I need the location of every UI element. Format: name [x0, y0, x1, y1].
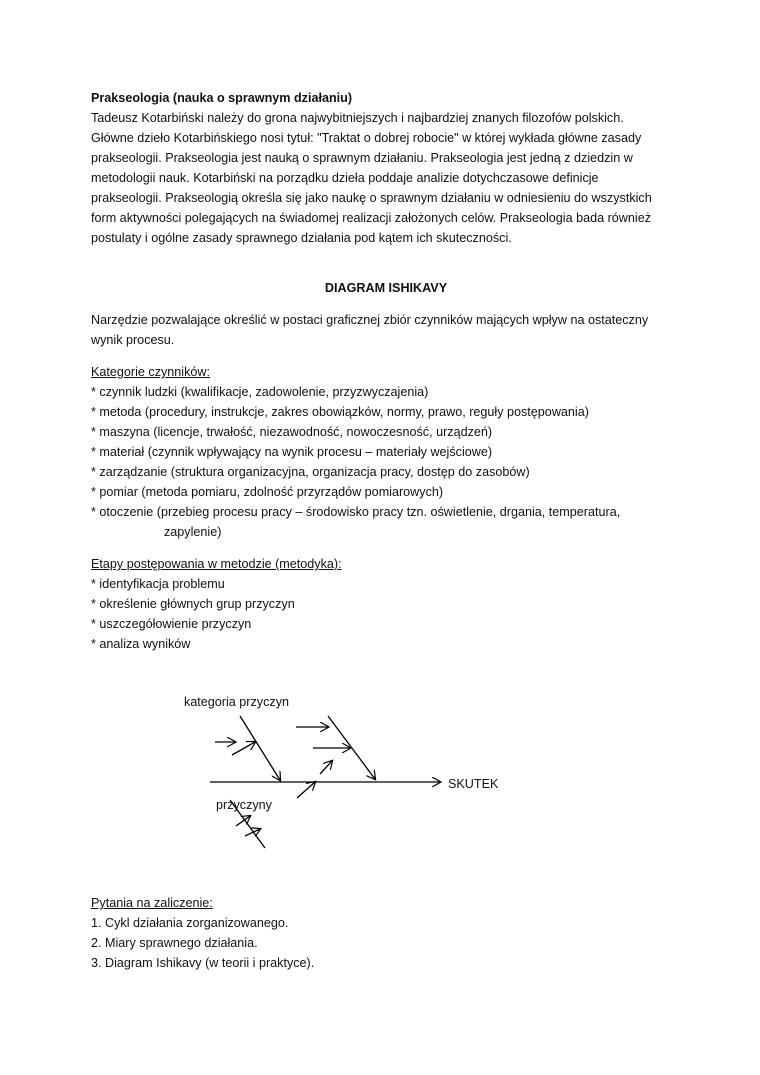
categories-list [91, 382, 681, 542]
paragraph-line: postulaty i ogólne zasady sprawnego działania pod kątem ich skuteczności. [91, 231, 512, 245]
cause-arrow-5 [320, 761, 332, 774]
cause-arrow-6 [297, 782, 315, 798]
prakseologia-paragraph [91, 108, 681, 248]
paragraph-line: metodologii nauk. Kotarbiński na porządku dzieła poddaje analizie dotychczasowe definicje [91, 171, 599, 185]
paragraph-line: prakseologii. Prakseologia jest nauką o sprawnym działaniu. Prakseologia jest jedną z dziedzin w [91, 151, 633, 165]
paragraph-line: Narzędzie pozwalające określić w postaci graficznej zbiór czynników mających wpływ na ostateczny [91, 313, 649, 327]
list-item: 2. Miary sprawnego działania. [91, 936, 258, 950]
paragraph-line: Główne dzieło Kotarbińskiego nosi tytuł: "Traktat o dobrej robocie" w której wykłada główne zasady [91, 131, 642, 145]
list-item: * czynnik ludzki (kwalifikacje, zadowolenie, przyzwyczajenia) [91, 385, 429, 399]
list-item: * analiza wyników [91, 637, 191, 651]
steps-title: Etapy postępowania w metodzie (metodyka): [91, 557, 342, 571]
fishbone-diagram [170, 690, 510, 860]
list-item: * zarządzanie (struktura organizacyjna, organizacja pracy, dostęp do zasobów) [91, 465, 530, 479]
causes-label: przyczyny [216, 798, 272, 812]
fishbone-svg [170, 690, 510, 860]
document-body [91, 88, 681, 654]
cause-arrow-2 [232, 742, 255, 755]
bone-category-1 [240, 716, 280, 780]
ishikawa-intro [91, 310, 681, 350]
list-item: * pomiar (metoda pomiaru, zdolność przyrządów pomiarowych) [91, 485, 444, 499]
paragraph-line: form aktywności polegających na świadomej realizacji założonych celów. Prakseologia bada również [91, 211, 652, 225]
list-item: * identyfikacja problemu [91, 577, 225, 591]
paragraph-line: wynik procesu. [91, 333, 175, 347]
questions-title: Pytania na zaliczenie: [91, 896, 213, 910]
steps-list [91, 574, 681, 654]
paragraph-line: prakseologii. Prakseologią określa się jako naukę o sprawnym działaniu w odniesieniu do wszystkich [91, 191, 652, 205]
list-item: * uszczegółowienie przyczyn [91, 617, 252, 631]
effect-label: SKUTEK [448, 777, 499, 791]
categories-title: Kategorie czynników: [91, 365, 211, 379]
questions-section [91, 893, 681, 973]
list-item: * otoczenie (przebieg procesu pracy – środowisko pracy tzn. oświetlenie, drgania, temperatura, [91, 505, 621, 519]
list-item: 3. Diagram Ishikavy (w teorii i praktyce). [91, 956, 315, 970]
category-label: kategoria przyczyn [184, 695, 289, 709]
list-item: * materiał (czynnik wpływający na wynik procesu – materiały wejściowe) [91, 445, 493, 459]
list-item: * określenie głównych grup przyczyn [91, 597, 295, 611]
section-title-prakseologia: Prakseologia (nauka o sprawnym działaniu) [91, 91, 353, 105]
section-title-ishikawa: DIAGRAM ISHIKAVY [324, 281, 448, 295]
list-item-continuation: zapylenie) [164, 525, 222, 539]
list-item: * metoda (procedury, instrukcje, zakres obowiązków, normy, prawo, reguły postępowania) [91, 405, 589, 419]
list-item: * maszyna (licencje, trwałość, niezawodność, nowoczesność, urządzeń) [91, 425, 493, 439]
list-item: 1. Cykl działania zorganizowanego. [91, 916, 289, 930]
paragraph-line: Tadeusz Kotarbiński należy do grona najwybitniejszych i najbardziej znanych filozofów polskich. [91, 111, 624, 125]
